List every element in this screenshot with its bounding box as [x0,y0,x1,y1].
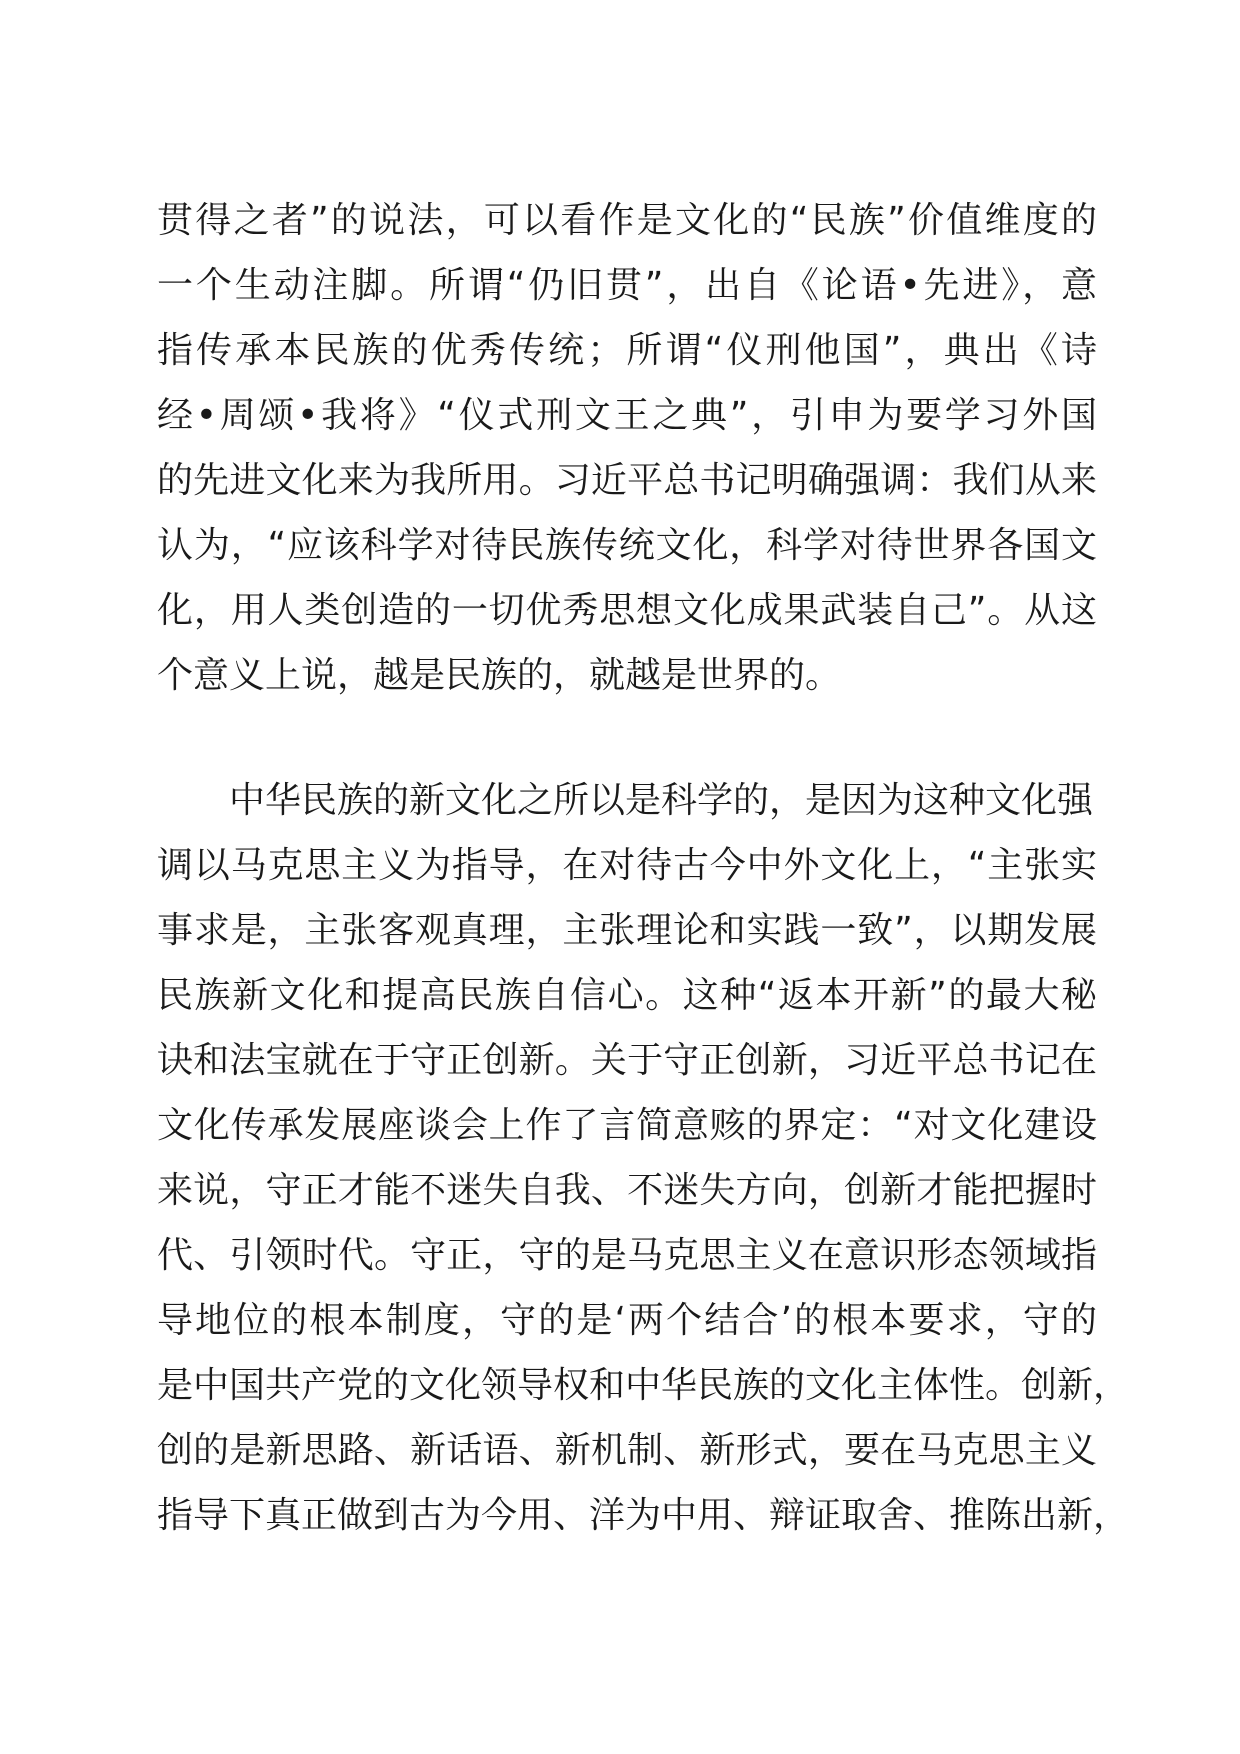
paragraph-2 [157,768,1130,1548]
text-line: 个意义上说，越是民族的，就越是世界的。 [157,655,842,696]
text-line: 贯得之者”的说法，可以看作是文化的“民族”价值维度的 [157,200,1097,241]
text-line: 认为，“应该科学对待民族传统文化，科学对待世界各国文 [157,525,1097,566]
text-line: 来说，守正才能不迷失自我、不迷失方向，创新才能把握时 [157,1170,1097,1211]
text-line: 导地位的根本制度，守的是‘两个结合’的根本要求，守的 [157,1300,1097,1341]
text-line: 一个生动注脚。所谓“仍旧贯”，出自《论语•先进》，意 [157,265,1097,306]
text-line: 事求是，主张客观真理，主张理论和实践一致”，以期发展 [157,910,1097,951]
text-line: 指传承本民族的优秀传统；所谓“仪刑他国”，典出《诗 [157,330,1097,371]
text-line: 文化传承发展座谈会上作了言简意赅的界定：“对文化建设 [157,1105,1097,1146]
text-line: 诀和法宝就在于守正创新。关于守正创新，习近平总书记在 [157,1040,1097,1081]
text-line: 的先进文化来为我所用。习近平总书记明确强调：我们从来 [157,460,1097,501]
text-line: 化，用人类创造的一切优秀思想文化成果武装自己”。从这 [157,590,1097,631]
text-line: 经•周颂•我将》“仪式刑文王之典”，引申为要学习外国 [157,395,1097,436]
text-line: 是中国共产党的文化领导权和中华民族的文化主体性。创新， [157,1365,1130,1406]
text-line: 指导下真正做到古为今用、洋为中用、辩证取舍、推陈出新， [157,1495,1130,1536]
text-line: 中华民族的新文化之所以是科学的，是因为这种文化强 [157,780,1094,821]
text-line: 调以马克思主义为指导，在对待古今中外文化上，“主张实 [157,845,1097,886]
text-line: 民族新文化和提高民族自信心。这种“返本开新”的最大秘 [157,975,1097,1016]
text-line: 创的是新思路、新话语、新机制、新形式，要在马克思主义 [157,1430,1097,1471]
text-line: 代、引领时代。守正，守的是马克思主义在意识形态领域指 [157,1235,1097,1276]
paragraph-1 [157,188,1097,708]
